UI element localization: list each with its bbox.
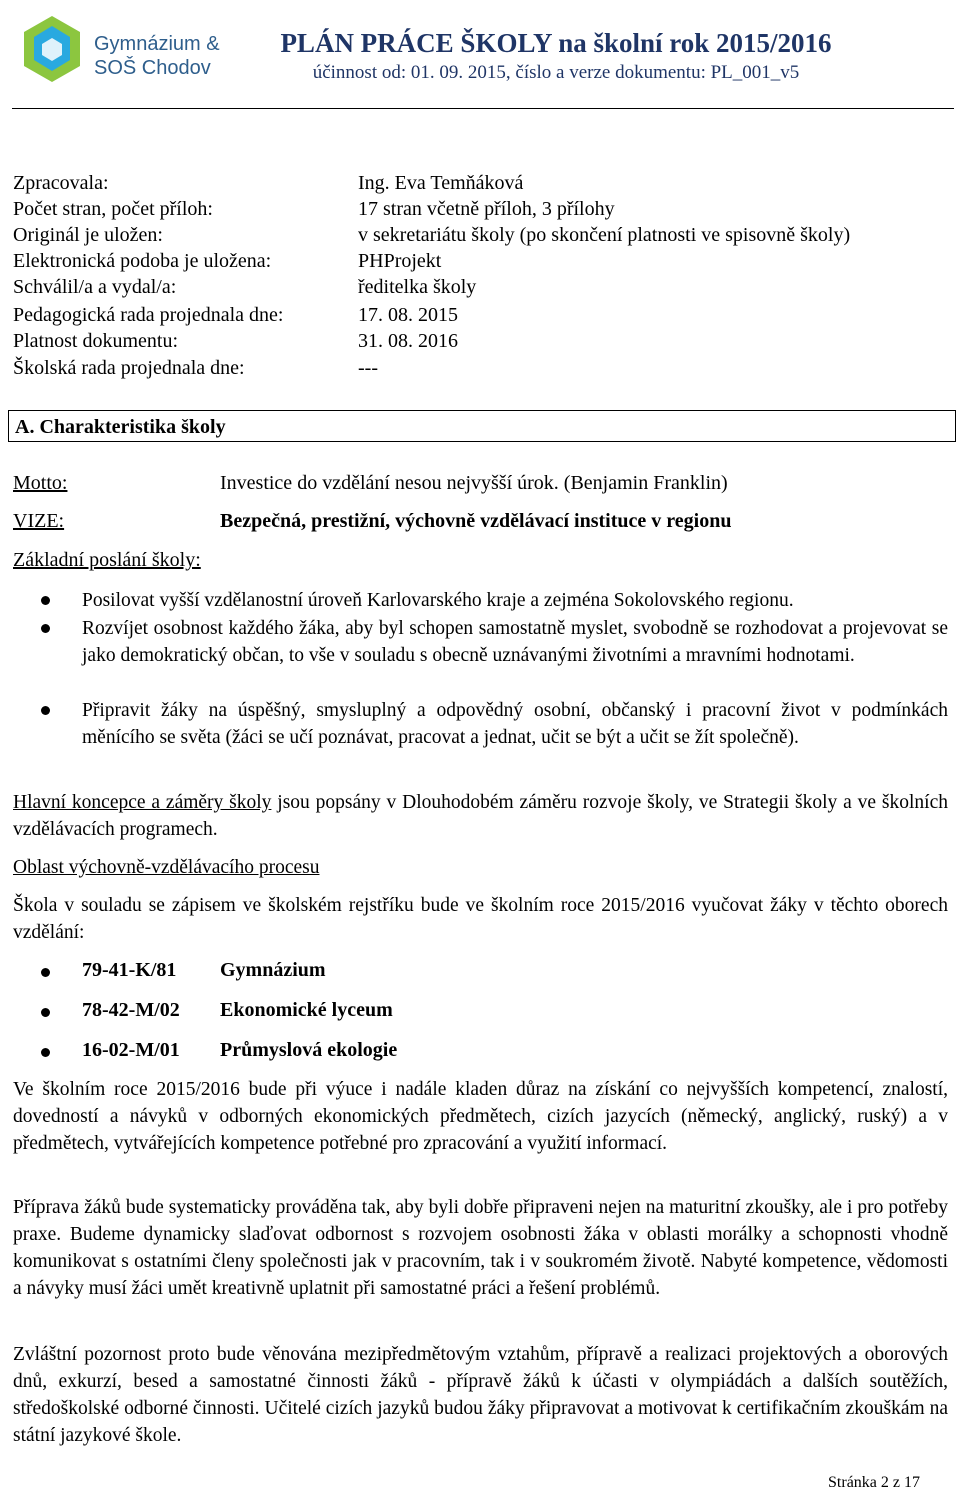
paragraph: Příprava žáků bude systematicky prováděna tak, aby byli dobře připraveni nejen na maturitní zkoušky, ale i pro potřeby praxe. Budeme dynamicky slaďovat odbornost s rozvojem osobnosti žáka v oblasti morálky a schopnosti vhodně komunikovat s ostatními členy společnosti jak v pracovním, tak i v soukromém životě. Nabyté kompetence, vědomosti a návyky musí žáci umět kreativně uplatnit při samostatné práci a řešení problémů. [13, 1197, 948, 1299]
program-name: Ekonomické lyceum [220, 999, 393, 1021]
meta-value: --- [358, 357, 378, 379]
bullet-icon [41, 1048, 50, 1057]
oblast-heading: Oblast výchovně-vzdělávacího procesu [13, 857, 320, 878]
program-code: 79-41-K/81 [82, 959, 177, 981]
mission-item: Posilovat vyšší vzdělanostní úroveň Karlovarského kraje a zejména Sokolovského regionu. [82, 590, 794, 611]
meta-key: Zpracovala: [13, 172, 109, 194]
meta-value: PHProjekt [358, 250, 442, 272]
vize-text: Bezpečná, prestižní, výchovně vzdělávací instituce v regionu [220, 510, 732, 532]
paragraph: Ve školním roce 2015/2016 bude při výuce i nadále kladen důraz na získání co nejvyšších kompetencí, znalostí, dovedností a návyků v odborných ekonomických předmětech, cizích jazycích (německý, anglický, ruský) a v předmětech, vytvářejících kompetence potřebné pro zpracování a využití informací. [13, 1079, 948, 1154]
meta-value: 31. 08. 2016 [358, 330, 458, 352]
logo-icon [14, 8, 254, 100]
school-logo [14, 8, 254, 100]
program-code: 78-42-M/02 [82, 999, 180, 1021]
vize-label: VIZE: [13, 510, 65, 532]
mission-item: Připravit žáky na úspěšný, smysluplný a odpovědný osobní, občanský i pracovní život v podmínkách měnícího se světa (žáci se učí poznávat, pracovat a jednat, učit se být a učit se žít společně). [82, 700, 948, 748]
bullet-icon [41, 624, 50, 633]
meta-key: Elektronická podoba je uložena: [13, 250, 272, 272]
meta-value: 17 stran včetně příloh, 3 přílohy [358, 198, 615, 220]
meta-value: 17. 08. 2015 [358, 304, 458, 326]
koncepce-text: jsou popsány v Dlouhodobém záměru rozvoje školy, ve Strategii školy a ve školních vzdělávacích programech. [13, 792, 948, 840]
program-item [82, 959, 326, 982]
logo-line2: SOŠ Chodov [94, 57, 211, 79]
document-subtitle: účinnost od: 01. 09. 2015, číslo a verze dokumentu: PL_001_v5 [312, 62, 800, 83]
meta-key: Pedagogická rada projednala dne: [13, 304, 284, 326]
section-heading: A. Charakteristika školy [15, 416, 226, 438]
meta-key: Schválil/a a vydal/a: [13, 276, 177, 298]
program-name: Gymnázium [220, 959, 326, 981]
logo-line1: Gymnázium & [94, 33, 220, 55]
program-item [82, 1039, 398, 1062]
program-code: 16-02-M/01 [82, 1039, 180, 1061]
header-rule [12, 108, 954, 109]
koncepce-paragraph [13, 789, 948, 843]
bullet-icon [41, 968, 50, 977]
intro-paragraph: Škola v souladu se zápisem ve školském rejstříku bude ve školním roce 2015/2016 vyučovat žáky v těchto oborech vzdělání: [13, 895, 948, 943]
page-number: Stránka 2 z 17 [828, 1474, 920, 1491]
koncepce-link: Hlavní koncepce a záměry školy [13, 792, 272, 813]
bullet-icon [41, 596, 50, 605]
motto-label: Motto: [13, 472, 68, 494]
motto-text: Investice do vzdělání nesou nejvyšší úrok. (Benjamin Franklin) [220, 472, 728, 494]
meta-value: v sekretariátu školy (po skončení platnosti ve spisovně školy) [358, 224, 851, 246]
program-name: Průmyslová ekologie [220, 1039, 398, 1061]
section-heading-box [8, 410, 956, 442]
document-title: PLÁN PRÁCE ŠKOLY na školní rok 2015/2016 [280, 28, 832, 58]
mission-label: Základní poslání školy: [13, 549, 201, 571]
meta-key: Počet stran, počet příloh: [13, 198, 213, 220]
meta-key: Originál je uložen: [13, 224, 163, 246]
meta-key: Školská rada projednala dne: [13, 357, 245, 379]
meta-value: ředitelka školy [358, 276, 477, 298]
paragraph: Zvláštní pozornost proto bude věnována mezipředmětovým vztahům, přípravě a realizaci projektových a oborových dnů, exkurzí, besed a samostatné činnosti žáků - přípravě žáků k účasti v olympiádách a dalších soutěžích, středoškolské odborné činnosti. Učitelé cizích jazyků budou žáky připravovat a motivovat k certifikačním zkouškám na státní jazykové škole. [13, 1344, 948, 1446]
meta-value: Ing. Eva Temňáková [358, 172, 524, 194]
bullet-icon [41, 706, 50, 715]
meta-key: Platnost dokumentu: [13, 330, 178, 352]
bullet-icon [41, 1008, 50, 1017]
mission-item: Rozvíjet osobnost každého žáka, aby byl schopen samostatně myslet, svobodně se rozhodovat a projevovat se jako demokratický občan, to vše v souladu s obecně uznávanými životními a mravními hodnotami. [82, 618, 948, 666]
program-item [82, 999, 393, 1022]
